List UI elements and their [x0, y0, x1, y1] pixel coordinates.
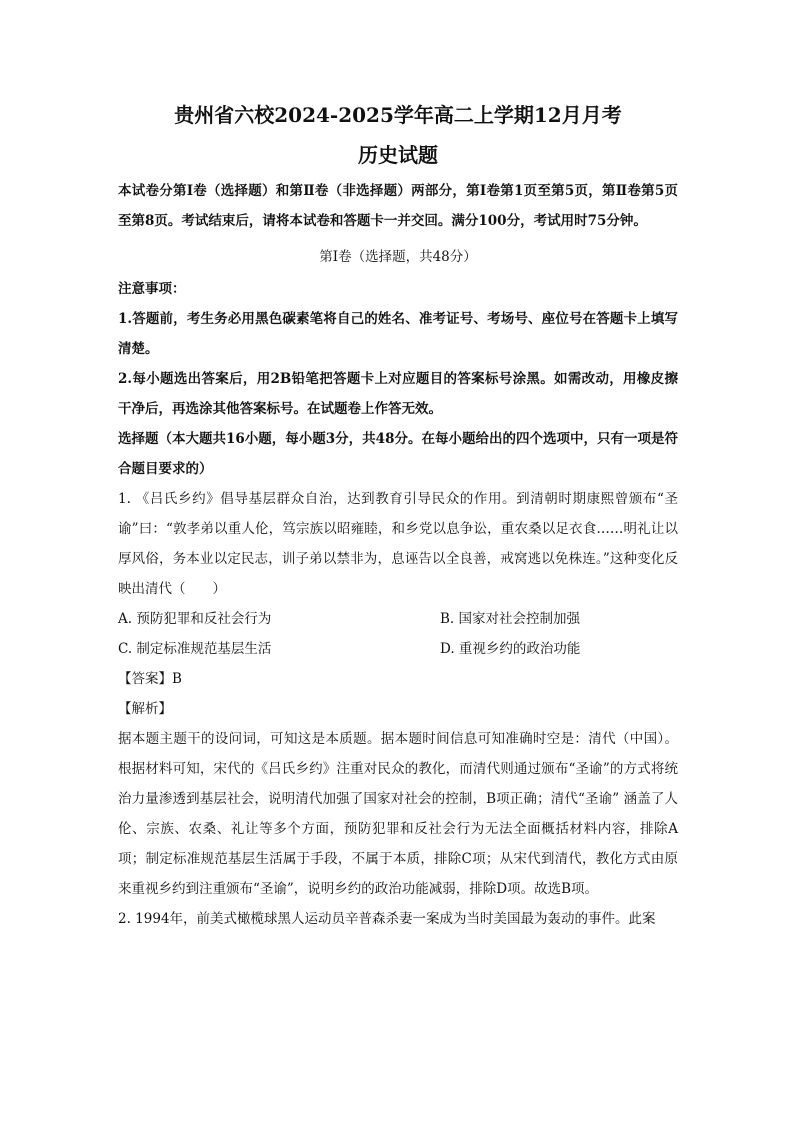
question-1-stem: 1. 《吕氏乡约》倡导基层群众自治，达到教育引导民众的作用。到清朝时期康熙曾颁布“圣谕”曰：“敦孝弟以重人伦，笃宗族以昭雍睦，和乡党以息争讼，重农桑以足衣食……明礼让以厚风俗，务本业以定民志，训子弟以禁非为，息诬告以全良善，戒窝逃以免株连。”这种变化反映出清代（ ）	[118, 491, 678, 597]
exam-subject: 历史试题	[358, 143, 438, 167]
exam-page	[118, 100, 678, 934]
question-1-analysis: 据本题主题干的设问词，可知这是本质题。据本题时间信息可知准确时空是：清代（中国）。根据材料可知，宋代的《吕氏乡约》注重对民众的教化，而清代则通过颁布“圣谕”的方式将统治力量渗透到基层社会，说明清代加强了国家对社会的控制，B项正确；清代“圣谕” 涵盖了人伦、宗族、农桑、礼让等多个方面，预防犯罪和反社会行为无法全面概括材料内容，排除A项；制定标准规范基层生活属于手段，不属于本质，排除C项；从宋代到清代，教化方式由原来重视乡约到注重颁布“圣谕”，说明乡约的政治功能减弱，排除D项。故选B项。	[118, 731, 678, 897]
option-d: D. 重视乡约的政治功能	[440, 641, 581, 657]
analysis-heading: 【解析】	[118, 701, 172, 717]
question-1-answer: 【答案】B	[118, 671, 182, 687]
option-b: B. 国家对社会控制加强	[440, 611, 581, 627]
choice-instructions: 选择题（本大题共16小题，每小题3分，共48分。在每小题给出的四个选项中，只有一项是符合题目要求的）	[118, 431, 678, 477]
question-1-options	[118, 604, 678, 664]
notice-item: 1.答题前，考生务必用黑色碳素笔将自己的姓名、准考证号、考场号、座位号在答题卡上填写清楚。	[118, 311, 678, 357]
option-a: A. 预防犯罪和反社会行为	[118, 611, 272, 627]
option-c: C. 制定标准规范基层生活	[118, 641, 272, 657]
section-heading: 第Ⅰ卷（选择题，共48分）	[319, 249, 477, 265]
exam-intro: 本试卷分第Ⅰ卷（选择题）和第Ⅱ卷（非选择题）两部分，第Ⅰ卷第1页至第5页，第Ⅱ卷第5页至第8页。考试结束后，请将本试卷和答题卡一并交回。满分100分，考试用时75分钟。	[118, 183, 678, 229]
notice-item: 2.每小题选出答案后，用2B铅笔把答题卡上对应题目的答案标号涂黑。如需改动，用橡皮擦干净后，再选涂其他答案标号。在试题卷上作答无效。	[118, 371, 678, 417]
notice-heading: 注意事项：	[118, 281, 186, 297]
exam-title: 贵州省六校2024-2025学年高二上学期12月月考	[174, 103, 622, 127]
question-2-stem: 2. 1994年，前美式橄榄球黑人运动员辛普森杀妻一案成为当时美国最为轰动的事件。此案	[118, 911, 656, 927]
